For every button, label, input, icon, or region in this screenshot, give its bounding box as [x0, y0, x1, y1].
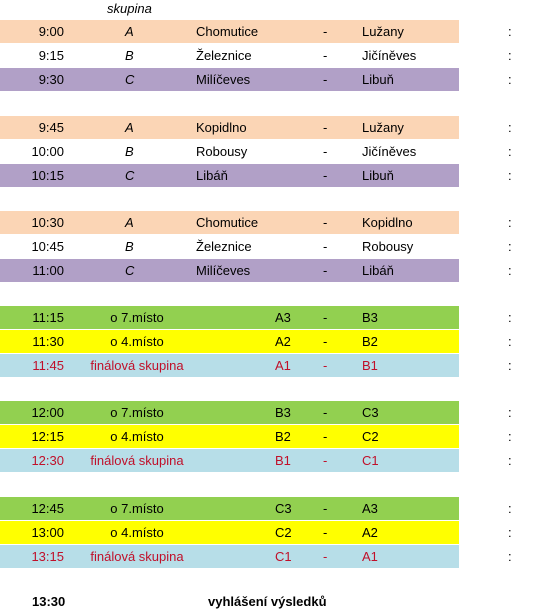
placement-label: finálová skupina: [90, 549, 184, 564]
away-team: Libuň: [362, 72, 394, 87]
home-seed: A2: [275, 334, 291, 349]
score-colon: :: [508, 168, 512, 183]
score-colon: :: [508, 120, 512, 135]
match-dash: -: [323, 239, 328, 254]
home-team: Robousy: [196, 144, 248, 159]
match-row: [0, 68, 459, 91]
score-colon: :: [508, 501, 512, 516]
placement-row: [0, 306, 459, 329]
score-colon: :: [508, 429, 512, 444]
score-colon: :: [508, 405, 512, 420]
score-colon: :: [508, 144, 512, 159]
away-team: Robousy: [362, 239, 414, 254]
match-time: 12:15: [31, 429, 64, 444]
match-dash: -: [323, 263, 328, 278]
match-dash: -: [323, 72, 328, 87]
score-colon: :: [508, 334, 512, 349]
match-row: [0, 235, 459, 258]
score-colon: :: [508, 310, 512, 325]
match-dash: -: [323, 24, 328, 39]
placement-label: o 7.místo: [110, 405, 164, 420]
match-row: [0, 164, 459, 187]
away-team: Lužany: [362, 24, 404, 39]
away-seed: C2: [362, 429, 379, 444]
match-dash: -: [323, 429, 328, 444]
away-team: Jičíněves: [362, 48, 417, 63]
match-dash: -: [323, 48, 328, 63]
home-team: Chomutice: [196, 215, 259, 230]
match-row: [0, 116, 459, 139]
match-time: 10:00: [31, 144, 64, 159]
match-time: 10:30: [31, 215, 64, 230]
match-time: 9:30: [38, 72, 64, 87]
away-seed: B3: [362, 310, 378, 325]
match-time: 9:00: [38, 24, 64, 39]
home-seed: C2: [275, 525, 292, 540]
match-dash: -: [323, 358, 328, 373]
placement-row: [0, 354, 459, 377]
match-time: 13:15: [31, 549, 64, 564]
score-colon: :: [508, 215, 512, 230]
match-group: C: [125, 263, 135, 278]
home-team: Milíčeves: [196, 263, 251, 278]
match-time: 11:15: [32, 310, 64, 325]
away-team: Lužany: [362, 120, 404, 135]
match-time: 11:45: [32, 358, 64, 373]
score-colon: :: [508, 525, 512, 540]
placement-row: [0, 545, 459, 568]
match-dash: -: [323, 549, 328, 564]
away-seed: A2: [362, 525, 378, 540]
score-colon: :: [508, 263, 512, 278]
match-group: B: [125, 144, 134, 159]
placement-label: o 4.místo: [110, 525, 164, 540]
home-team: Železnice: [196, 48, 252, 63]
match-row: [0, 44, 459, 67]
match-group: B: [125, 48, 134, 63]
match-dash: -: [323, 501, 328, 516]
awards-label: vyhlášení výsledků: [208, 594, 327, 609]
match-time: 12:45: [31, 501, 64, 516]
score-colon: :: [508, 358, 512, 373]
match-group: C: [125, 72, 135, 87]
match-time: 9:15: [38, 48, 64, 63]
away-seed: C3: [362, 405, 379, 420]
match-group: C: [125, 168, 135, 183]
away-team: Kopidlno: [362, 215, 413, 230]
score-colon: :: [508, 549, 512, 564]
group-column-header: skupina: [107, 1, 152, 16]
match-group: B: [125, 239, 134, 254]
placement-label: o 7.místo: [110, 310, 164, 325]
away-team: Libáň: [362, 263, 394, 278]
match-dash: -: [323, 334, 328, 349]
score-colon: :: [508, 48, 512, 63]
score-colon: :: [508, 24, 512, 39]
home-seed: A3: [275, 310, 291, 325]
score-colon: :: [508, 239, 512, 254]
home-seed: C3: [275, 501, 292, 516]
away-team: Libuň: [362, 168, 394, 183]
placement-row: [0, 497, 459, 520]
match-dash: -: [323, 405, 328, 420]
match-group: A: [125, 24, 134, 39]
match-time: 12:00: [31, 405, 64, 420]
placement-label: o 4.místo: [110, 429, 164, 444]
match-time: 13:00: [31, 525, 64, 540]
match-dash: -: [323, 168, 328, 183]
home-team: Železnice: [196, 239, 252, 254]
away-seed: B2: [362, 334, 378, 349]
home-seed: C1: [275, 549, 292, 564]
match-dash: -: [323, 453, 328, 468]
away-seed: C1: [362, 453, 379, 468]
placement-label: finálová skupina: [90, 453, 184, 468]
home-team: Milíčeves: [196, 72, 251, 87]
away-seed: A3: [362, 501, 378, 516]
score-colon: :: [508, 72, 512, 87]
match-dash: -: [323, 525, 328, 540]
placement-row: [0, 521, 459, 544]
away-seed: B1: [362, 358, 378, 373]
match-dash: -: [323, 144, 328, 159]
score-colon: :: [508, 453, 512, 468]
placement-row: [0, 425, 459, 448]
match-time: 11:30: [32, 334, 64, 349]
home-seed: B3: [275, 405, 291, 420]
placement-label: o 4.místo: [110, 334, 164, 349]
placement-row: [0, 449, 459, 472]
match-row: [0, 211, 459, 234]
home-team: Chomutice: [196, 24, 259, 39]
match-time: 11:00: [32, 263, 64, 278]
match-dash: -: [323, 215, 328, 230]
match-dash: -: [323, 310, 328, 325]
match-time: 10:45: [31, 239, 64, 254]
match-time: 12:30: [31, 453, 64, 468]
placement-label: o 7.místo: [110, 501, 164, 516]
home-team: Libáň: [196, 168, 228, 183]
match-group: A: [125, 120, 134, 135]
match-group: A: [125, 215, 134, 230]
match-row: [0, 140, 459, 163]
awards-time: 13:30: [32, 594, 66, 609]
match-row: [0, 20, 459, 43]
away-seed: A1: [362, 549, 378, 564]
placement-row: [0, 330, 459, 353]
match-time: 9:45: [38, 120, 64, 135]
home-team: Kopidlno: [196, 120, 247, 135]
match-row: [0, 259, 459, 282]
match-time: 10:15: [31, 168, 64, 183]
home-seed: A1: [275, 358, 291, 373]
home-seed: B2: [275, 429, 291, 444]
home-seed: B1: [275, 453, 291, 468]
away-team: Jičíněves: [362, 144, 417, 159]
placement-row: [0, 401, 459, 424]
placement-label: finálová skupina: [90, 358, 184, 373]
match-dash: -: [323, 120, 328, 135]
